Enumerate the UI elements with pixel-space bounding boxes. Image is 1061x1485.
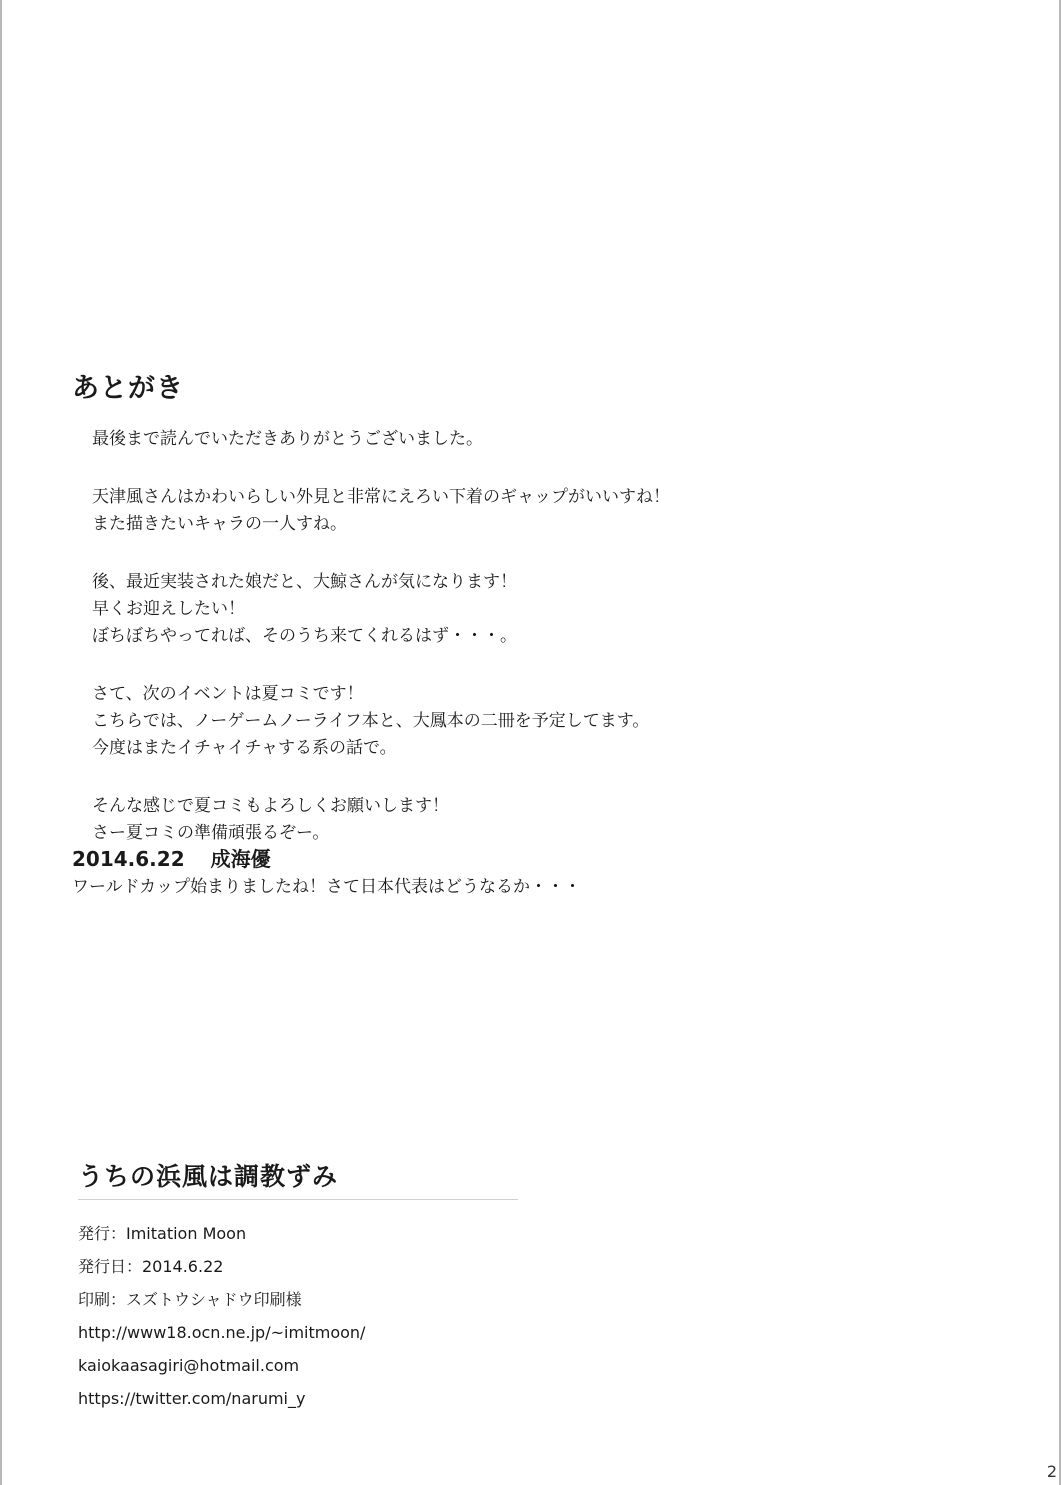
afterword-paragraph-3 <box>92 569 992 650</box>
afterword-line: 今度はまたイチャイチャする系の話で。 <box>92 738 397 758</box>
afterword-line: 早くお迎えしたい！ <box>92 599 245 619</box>
page-number: 2 <box>1046 1462 1057 1481</box>
colophon-printer: 印刷：スズトウシャドウ印刷様 <box>78 1290 302 1309</box>
afterword-paragraph-5 <box>92 793 992 847</box>
afterword-paragraph-2 <box>92 484 992 538</box>
afterword-line: こちらでは、ノーゲームノーライフ本と、大鳳本の二冊を予定してます。 <box>92 711 650 731</box>
colophon-email-link[interactable]: kaiokaasagiri@hotmail.com <box>78 1356 300 1375</box>
afterword-line: そんな感じで夏コミもよろしくお願いします！ <box>92 796 449 816</box>
afterword-line: また描きたいキャラの一人すね。 <box>92 514 347 534</box>
signature-date: 2014.6.22 <box>72 847 185 871</box>
colophon-website-link[interactable]: http://www18.ocn.ne.jp/~imitmoon/ <box>78 1323 366 1342</box>
afterword-line: さて、次のイベントは夏コミです！ <box>92 684 364 704</box>
colophon-divider <box>78 1199 518 1200</box>
colophon-twitter-link[interactable]: https://twitter.com/narumi_y <box>78 1389 306 1408</box>
colophon <box>78 1217 365 1415</box>
afterword-body <box>92 426 992 878</box>
afterword-line: 天津風さんはかわいらしい外見と非常にえろい下着のギャップがいいすね！ <box>92 487 670 507</box>
colophon-publisher: 発行：Imitation Moon <box>78 1224 247 1243</box>
afterword-paragraph-1 <box>92 426 992 453</box>
signature <box>72 843 271 872</box>
afterword-paragraph-4 <box>92 681 992 762</box>
afterword-line: 最後まで読んでいただきありがとうございました。 <box>92 429 483 449</box>
signature-note: ワールドカップ始まりましたね！さて日本代表はどうなるか・・・ <box>72 877 581 897</box>
colophon-issue-date: 発行日：2014.6.22 <box>78 1257 224 1276</box>
book-title: うちの浜風は調教ずみ <box>78 1162 339 1191</box>
afterword-line: 後、最近実装された娘だと、大鯨さんが気になります！ <box>92 572 517 592</box>
afterword-heading: あとがき <box>72 373 184 404</box>
afterword-line: さー夏コミの準備頑張るぞー。 <box>92 823 330 843</box>
afterword-line: ぼちぼちやってれば、そのうち来てくれるはず・・・。 <box>92 626 517 646</box>
scan-edge-left <box>0 0 2 1485</box>
signature-author: 成海優 <box>210 847 271 871</box>
